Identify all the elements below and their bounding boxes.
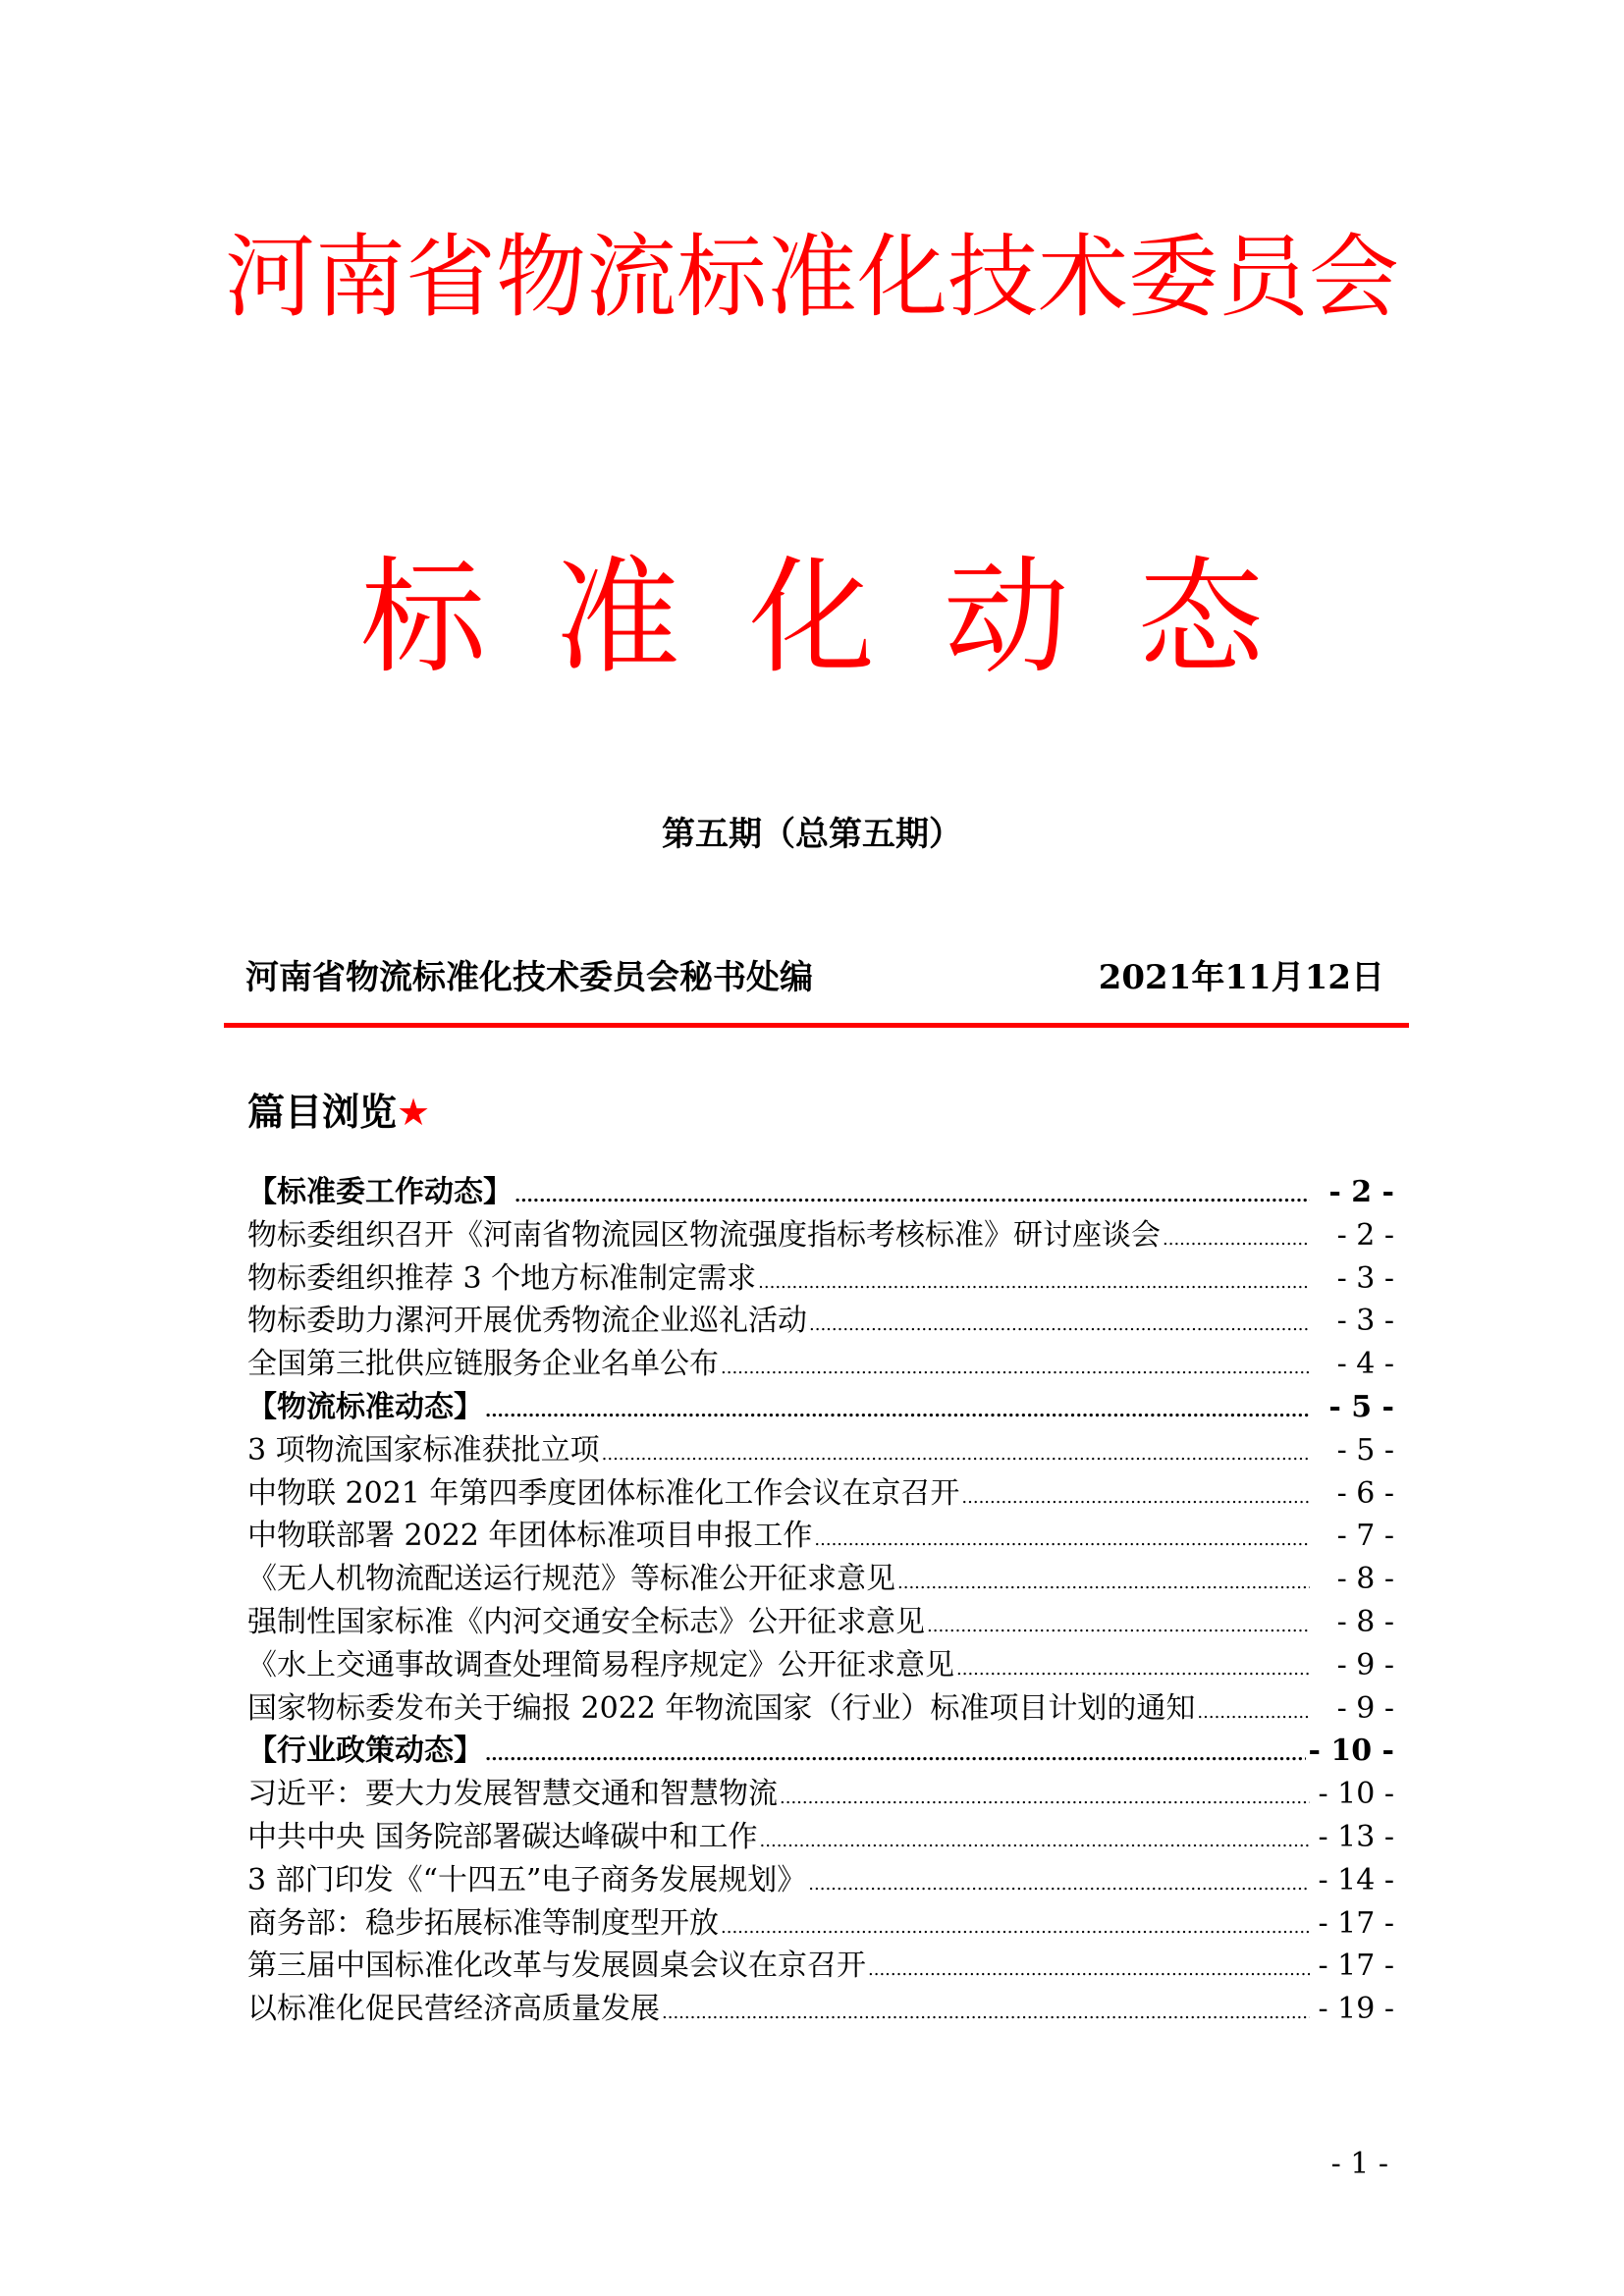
toc-dot-leader — [809, 1304, 1310, 1338]
toc-entry-row[interactable] — [247, 1812, 1394, 1855]
toc-dot-leader — [721, 1906, 1310, 1941]
toc-page-number: - 10 - — [1318, 1777, 1394, 1812]
toc-dot-leader — [758, 1261, 1310, 1296]
toc-entry-title: 《无人机物流配送运行规范》等标准公开征求意见 — [247, 1562, 895, 1597]
toc-entry-title: 【标准委工作动态】 — [247, 1175, 513, 1209]
publisher: 河南省物流标准化技术委员会秘书处编 — [245, 958, 813, 997]
toc-entry-title: 【物流标准动态】 — [247, 1389, 483, 1424]
toc-page-number: - 10 - — [1308, 1734, 1394, 1769]
toc-section-row[interactable] — [247, 1726, 1394, 1769]
toc-dot-leader — [721, 1347, 1310, 1381]
toc-entry-title: 物标委助力漯河开展优秀物流企业巡礼活动 — [247, 1304, 807, 1339]
toc-page-number: - 13 - — [1318, 1819, 1394, 1854]
toc-dot-leader — [514, 1175, 1310, 1209]
toc-page-number: - 17 - — [1318, 1905, 1394, 1941]
toc-page-number: - 3 - — [1336, 1304, 1394, 1339]
toc-entry-title: 3 部门印发《“十四五”电子商务发展规划》 — [247, 1862, 807, 1897]
toc-page-number: - 4 - — [1336, 1347, 1394, 1382]
toc-page-number: - 5 - — [1336, 1432, 1394, 1468]
toc-entry-title: 中物联部署 2022 年团体标准项目申报工作 — [247, 1519, 813, 1554]
toc-dot-leader — [485, 1390, 1310, 1424]
toc-entry-row[interactable] — [247, 1683, 1394, 1727]
toc-entry-title: 物标委组织召开《河南省物流园区物流强度指标考核标准》研讨座谈会 — [247, 1217, 1161, 1253]
toc-entry-row[interactable] — [247, 1898, 1394, 1942]
toc-page-number: - 17 - — [1318, 1949, 1394, 1984]
toc-entry-title: 习近平：要大力发展智慧交通和智慧物流 — [247, 1777, 778, 1812]
toc-page-number: - 5 - — [1328, 1389, 1394, 1424]
toc-entry-row[interactable] — [247, 1511, 1394, 1554]
toc-entry-row[interactable] — [247, 1769, 1394, 1812]
toc-entry-title: 第三届中国标准化改革与发展圆桌会议在京召开 — [247, 1949, 866, 1984]
toc-entry-title: 《水上交通事故调查处理简易程序规定》公开征求意见 — [247, 1647, 954, 1682]
toc-page-number: - 8 - — [1336, 1562, 1394, 1597]
toc-entry-title: 3 项物流国家标准获批立项 — [247, 1432, 600, 1468]
toc-page-number: - 7 - — [1336, 1519, 1394, 1554]
toc-entry-row[interactable] — [247, 1339, 1394, 1382]
toc-dot-leader — [662, 1992, 1310, 2026]
toc-entry-title: 国家物标委发布关于编报 2022 年物流国家（行业）标准项目计划的通知 — [247, 1690, 1196, 1726]
toc-entry-row[interactable] — [247, 1210, 1394, 1254]
toc-entry-title: 中物联 2021 年第四季度团体标准化工作会议在京召开 — [247, 1475, 960, 1511]
toc-page-number: - 9 - — [1336, 1690, 1394, 1726]
toc-dot-leader — [897, 1562, 1310, 1596]
toc-entry-title: 全国第三批供应链服务企业名单公布 — [247, 1347, 719, 1382]
toc-dot-leader — [961, 1476, 1310, 1511]
toc-entry-row[interactable] — [247, 1855, 1394, 1898]
toc-entry-row[interactable] — [247, 1984, 1394, 2027]
toc-dot-leader — [868, 1949, 1310, 1983]
toc-entry-row[interactable] — [247, 1554, 1394, 1597]
toc-dot-leader — [1197, 1691, 1310, 1726]
toc-entry-row[interactable] — [247, 1597, 1394, 1640]
toc-entry-row[interactable] — [247, 1941, 1394, 1984]
toc-page-number: - 2 - — [1328, 1175, 1394, 1209]
toc-dot-leader — [956, 1648, 1310, 1682]
toc-entry-title: 中共中央 国务院部署碳达峰碳中和工作 — [247, 1819, 758, 1854]
page-number: - 1 - — [1330, 2147, 1388, 2181]
toc-heading-label: 篇目浏览 — [247, 1091, 398, 1134]
toc-dot-leader — [808, 1863, 1310, 1897]
toc-page-number: - 6 - — [1336, 1475, 1394, 1511]
toc-dot-leader — [780, 1777, 1310, 1811]
toc-entry-row[interactable] — [247, 1296, 1394, 1339]
toc-page-number: - 19 - — [1318, 1992, 1394, 2027]
publisher-row — [245, 950, 1384, 1005]
toc-section-row[interactable] — [247, 1167, 1394, 1210]
toc-entry-title: 物标委组织推荐 3 个地方标准制定需求 — [247, 1260, 757, 1296]
table-of-contents — [247, 1167, 1394, 2027]
toc-dot-leader — [927, 1605, 1310, 1639]
red-divider — [224, 1023, 1409, 1028]
toc-entry-row[interactable] — [247, 1425, 1394, 1468]
toc-page-number: - 8 - — [1336, 1604, 1394, 1639]
toc-entry-title: 强制性国家标准《内河交通安全标志》公开征求意见 — [247, 1604, 925, 1639]
toc-heading — [247, 1086, 430, 1139]
toc-dot-leader — [814, 1519, 1310, 1553]
toc-page-number: - 9 - — [1336, 1647, 1394, 1682]
organization-title: 河南省物流标准化技术委员会 — [224, 225, 1399, 330]
toc-entry-row[interactable] — [247, 1468, 1394, 1512]
toc-dot-leader — [1163, 1218, 1310, 1253]
toc-dot-leader — [602, 1433, 1310, 1468]
toc-entry-title: 商务部：稳步拓展标准等制度型开放 — [247, 1905, 719, 1941]
toc-dot-leader — [760, 1820, 1310, 1854]
toc-page-number: - 3 - — [1336, 1260, 1394, 1296]
toc-section-row[interactable] — [247, 1382, 1394, 1425]
issue-number: 第五期（总第五期） — [662, 815, 962, 854]
star-icon: ★ — [397, 1091, 431, 1134]
publication-date: 2021年11月12日 — [1098, 958, 1384, 997]
toc-entry-title: 【行业政策动态】 — [247, 1734, 483, 1769]
toc-page-number: - 2 - — [1336, 1217, 1394, 1253]
toc-dot-leader — [485, 1734, 1306, 1768]
toc-entry-title: 以标准化促民营经济高质量发展 — [247, 1992, 660, 2027]
bulletin-title: 标准化动态 — [359, 545, 1332, 691]
toc-entry-row[interactable] — [247, 1254, 1394, 1297]
toc-entry-row[interactable] — [247, 1640, 1394, 1683]
toc-page-number: - 14 - — [1318, 1862, 1394, 1897]
